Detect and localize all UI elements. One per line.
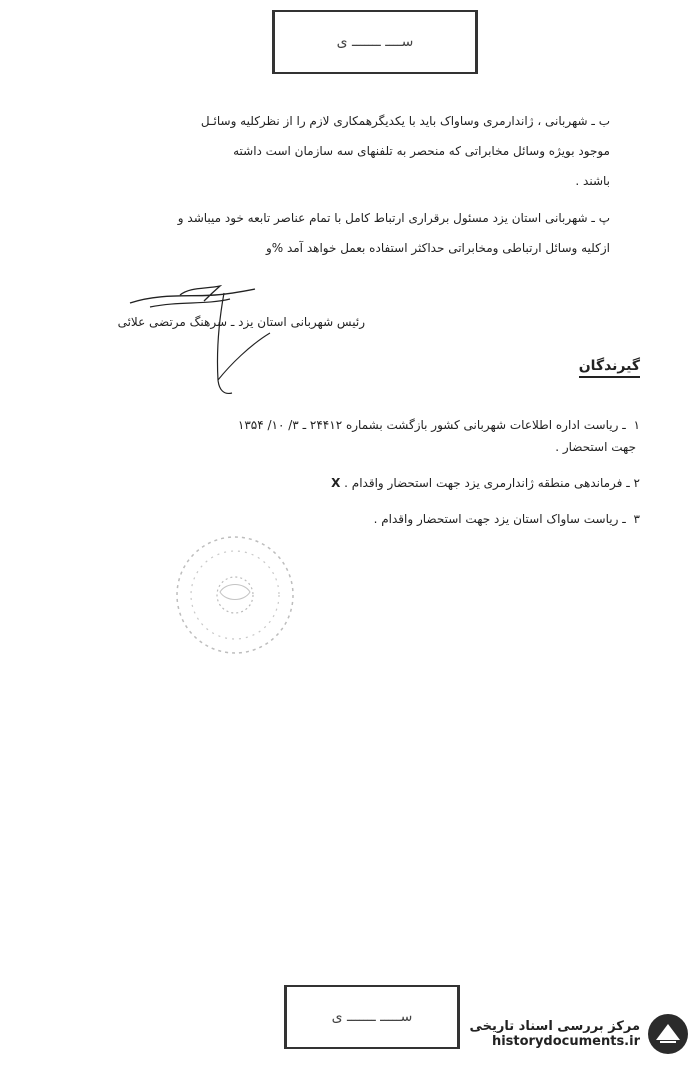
recipient-text: جهت استحضار . bbox=[555, 440, 636, 454]
paragraph-2 bbox=[50, 210, 610, 270]
classification-stamp-top-text: ســــ ـــــــ ی bbox=[336, 34, 414, 50]
paragraph-1-line: باشند . bbox=[575, 174, 610, 188]
classification-stamp-bottom bbox=[284, 985, 460, 1049]
recipients-list bbox=[80, 418, 640, 548]
recipient-text: ۱ ـ ریاست اداره اطلاعات شهربانی کشور بازگشت بشماره ۲۴۴۱۲ ـ ۳/ ۱۰/ ۱۳۵۴ bbox=[237, 418, 640, 432]
archive-logo-icon bbox=[646, 1012, 690, 1056]
recipient-mark: X bbox=[331, 476, 341, 490]
archive-watermark bbox=[470, 1012, 691, 1056]
watermark-title: مرکز بررسی اسناد تاریخی bbox=[469, 1019, 640, 1034]
paragraph-1-line: موجود بویژه وسائل مخابراتی که منحصر به تلفنهای سه سازمان است داشته bbox=[233, 144, 610, 158]
classification-stamp-top bbox=[272, 10, 478, 74]
classification-stamp-bottom-text: ســـــ ـــــــ ی bbox=[331, 1009, 413, 1025]
recipient-text: ۲ ـ فرماندهی منطقه ژاندارمری یزد جهت استحضار واقدام . bbox=[344, 476, 640, 490]
paragraph-2-line: پ ـ شهربانی استان یزد مسئول برقراری ارتباط کامل با تمام عناصر تابعه خود میباشد و bbox=[177, 211, 610, 225]
recipient-item bbox=[80, 418, 640, 432]
signatory-name: رئیس شهربانی استان یزد ـ سرهنگ مرتضی علائی bbox=[117, 315, 365, 329]
handwritten-signature bbox=[120, 285, 360, 405]
recipients-heading: گیرندگان bbox=[579, 358, 640, 378]
recipient-item bbox=[80, 440, 640, 454]
faded-round-seal bbox=[170, 530, 300, 660]
recipient-item bbox=[80, 476, 640, 490]
paragraph-1-line: ب ـ شهربانی ، ژاندارمری وساواک باید با یکدیگرهمکاری لازم را از نظرکلیه وسائـل bbox=[200, 114, 610, 128]
paragraph-2-line: ازکلیه وسائل ارتباطی ومخابراتی حداکثر استفاده بعمل خواهد آمد %و bbox=[265, 241, 610, 255]
watermark-url: historydocuments.ir bbox=[491, 1034, 640, 1049]
recipient-text: ۳ ـ ریاست ساواک استان یزد جهت استحضار واقدام . bbox=[373, 512, 640, 526]
recipient-item bbox=[80, 512, 640, 526]
paragraph-1 bbox=[50, 113, 610, 203]
